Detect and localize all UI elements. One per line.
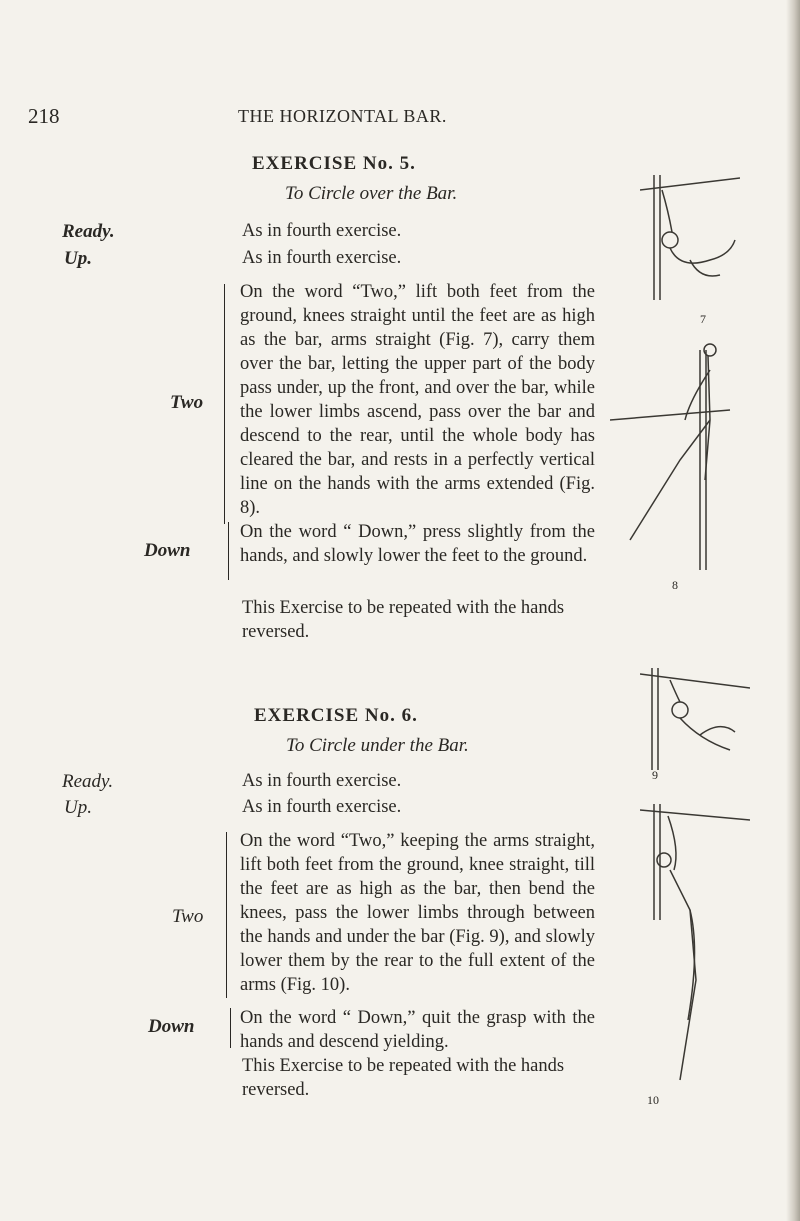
figure-10-number: 10	[647, 1093, 659, 1107]
ex5-up-label: Up.	[64, 248, 92, 269]
ex5-note: This Exercise to be repeated with the hands reversed.	[242, 598, 565, 642]
gymnast-under-bar-icon	[640, 668, 750, 770]
ex5-down-label: Down	[144, 540, 191, 561]
ex6-two-label: Two	[172, 906, 204, 927]
ex5-down-text: On the word “ Down,” press slightly from the hands, and slowly lower the feet to the ground.	[240, 522, 595, 566]
exercise-6-subtitle: To Circle under the Bar.	[286, 735, 469, 756]
exercise-5-subtitle: To Circle over the Bar.	[285, 183, 458, 204]
ex6-note: This Exercise to be repeated with the hands reversed.	[242, 1056, 565, 1100]
figure-8-number: 8	[672, 578, 678, 592]
ex6-down-brace	[230, 1008, 231, 1048]
ex6-up-label: Up.	[64, 797, 92, 818]
gymnast-handstand-icon	[610, 344, 730, 570]
ex5-two-brace	[224, 284, 225, 524]
exercise-5-title: EXERCISE No. 5.	[252, 153, 416, 174]
exercise-6-title: EXERCISE No. 6.	[254, 705, 418, 726]
figure-7	[640, 160, 740, 320]
ex6-down-text: On the word “ Down,” quit the grasp with the hands and descend yielding.	[240, 1008, 595, 1052]
ex5-two-text: On the word “Two,” lift both feet from the ground, knees straight until the feet are as high as the bar, arms straight (Fig. 7), carry them over the bar, letting the upper part of the body pass under, up the front, and over the bar, while the lower limbs ascend, pass over the bar and descend to the rear, until the whole body has cleared the bar, and rests in a perfectly vertical line on the hands with the arms extended (Fig. 8).	[240, 282, 595, 518]
figure-7-number: 7	[700, 312, 706, 326]
gymnast-figure-icon	[640, 175, 740, 300]
ex6-up-text: As in fourth exercise.	[242, 797, 402, 817]
page-number: 218	[28, 104, 60, 128]
ex6-ready-label: Ready.	[62, 771, 114, 792]
page-edge	[786, 0, 800, 1221]
ex5-ready-text: As in fourth exercise.	[242, 221, 402, 241]
ex6-ready-text: As in fourth exercise.	[242, 771, 402, 791]
ex5-up-text: As in fourth exercise.	[242, 248, 402, 268]
ex5-ready-label: Ready.	[62, 221, 115, 242]
ex5-down-brace	[228, 522, 229, 580]
gymnast-hanging-icon	[640, 804, 750, 1080]
running-head: THE HORIZONTAL BAR.	[238, 106, 447, 126]
figure-9	[640, 660, 750, 770]
ex6-down-label: Down	[148, 1016, 195, 1037]
figure-9-number: 9	[652, 768, 658, 782]
figure-8	[610, 330, 740, 590]
figure-10	[640, 800, 750, 1100]
ex5-two-label: Two	[170, 392, 204, 413]
ex6-two-text: On the word “Two,” keeping the arms straight, lift both feet from the ground, knee straight, till the feet are as high as the bar, then bend the knees, pass the lower limbs through between the hands and under the bar (Fig. 9), and slowly lower them by the rear to the full extent of the arms (Fig. 10).	[240, 831, 595, 995]
ex6-two-brace	[226, 832, 227, 998]
